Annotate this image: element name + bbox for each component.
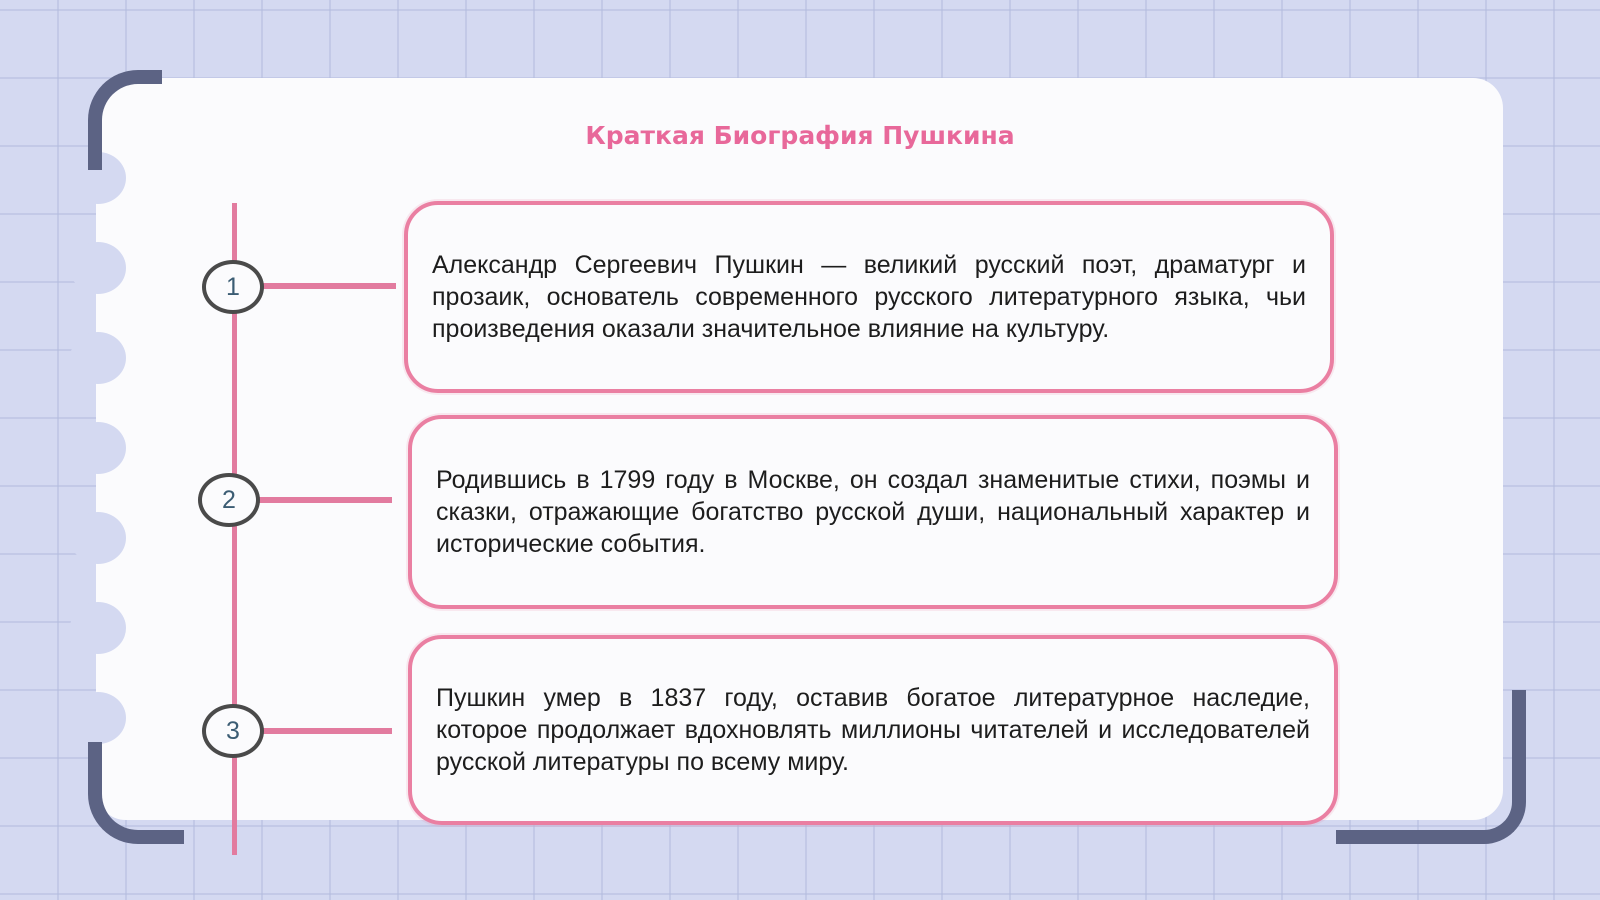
timeline-card-3: [408, 635, 1338, 825]
timeline-text-1: Александр Сергеевич Пушкин — великий русский поэт, драматург и прозаик, основатель современного русского литературного языка, чьи произведения оказали значительное влияние на культуру.: [432, 251, 1306, 343]
timeline-step-2: 2: [198, 473, 260, 527]
timeline-step-1: 1: [202, 260, 264, 314]
paper-scallop: [70, 422, 126, 474]
corner-bracket-bottom-right: [1336, 690, 1526, 844]
timeline-text-3: Пушкин умер в 1837 году, оставив богатое литературное наследие, которое продолжает вдохновлять миллионы читателей и исследователей русской литературы по всему миру.: [436, 684, 1310, 776]
corner-bracket-top-left: [88, 70, 162, 170]
paper-scallop: [70, 602, 126, 654]
timeline-connector-2: [258, 497, 392, 503]
corner-bracket-bottom-left: [88, 742, 184, 844]
timeline-card-1: [404, 201, 1334, 393]
page-title: Краткая Биография Пушкина: [585, 121, 1015, 150]
timeline-connector-3: [262, 728, 392, 734]
timeline-connector-1: [262, 283, 396, 289]
paper-scallop: [70, 692, 126, 744]
timeline-text-2: Родившись в 1799 году в Москве, он создал знаменитые стихи, поэмы и сказки, отражающие богатство русской души, национальный характер и исторические события.: [436, 466, 1310, 558]
timeline-step-3: 3: [202, 704, 264, 758]
paper-scallop: [70, 332, 126, 384]
timeline-card-2: [408, 415, 1338, 609]
paper-scallop: [70, 242, 126, 294]
paper-scallop: [70, 512, 126, 564]
